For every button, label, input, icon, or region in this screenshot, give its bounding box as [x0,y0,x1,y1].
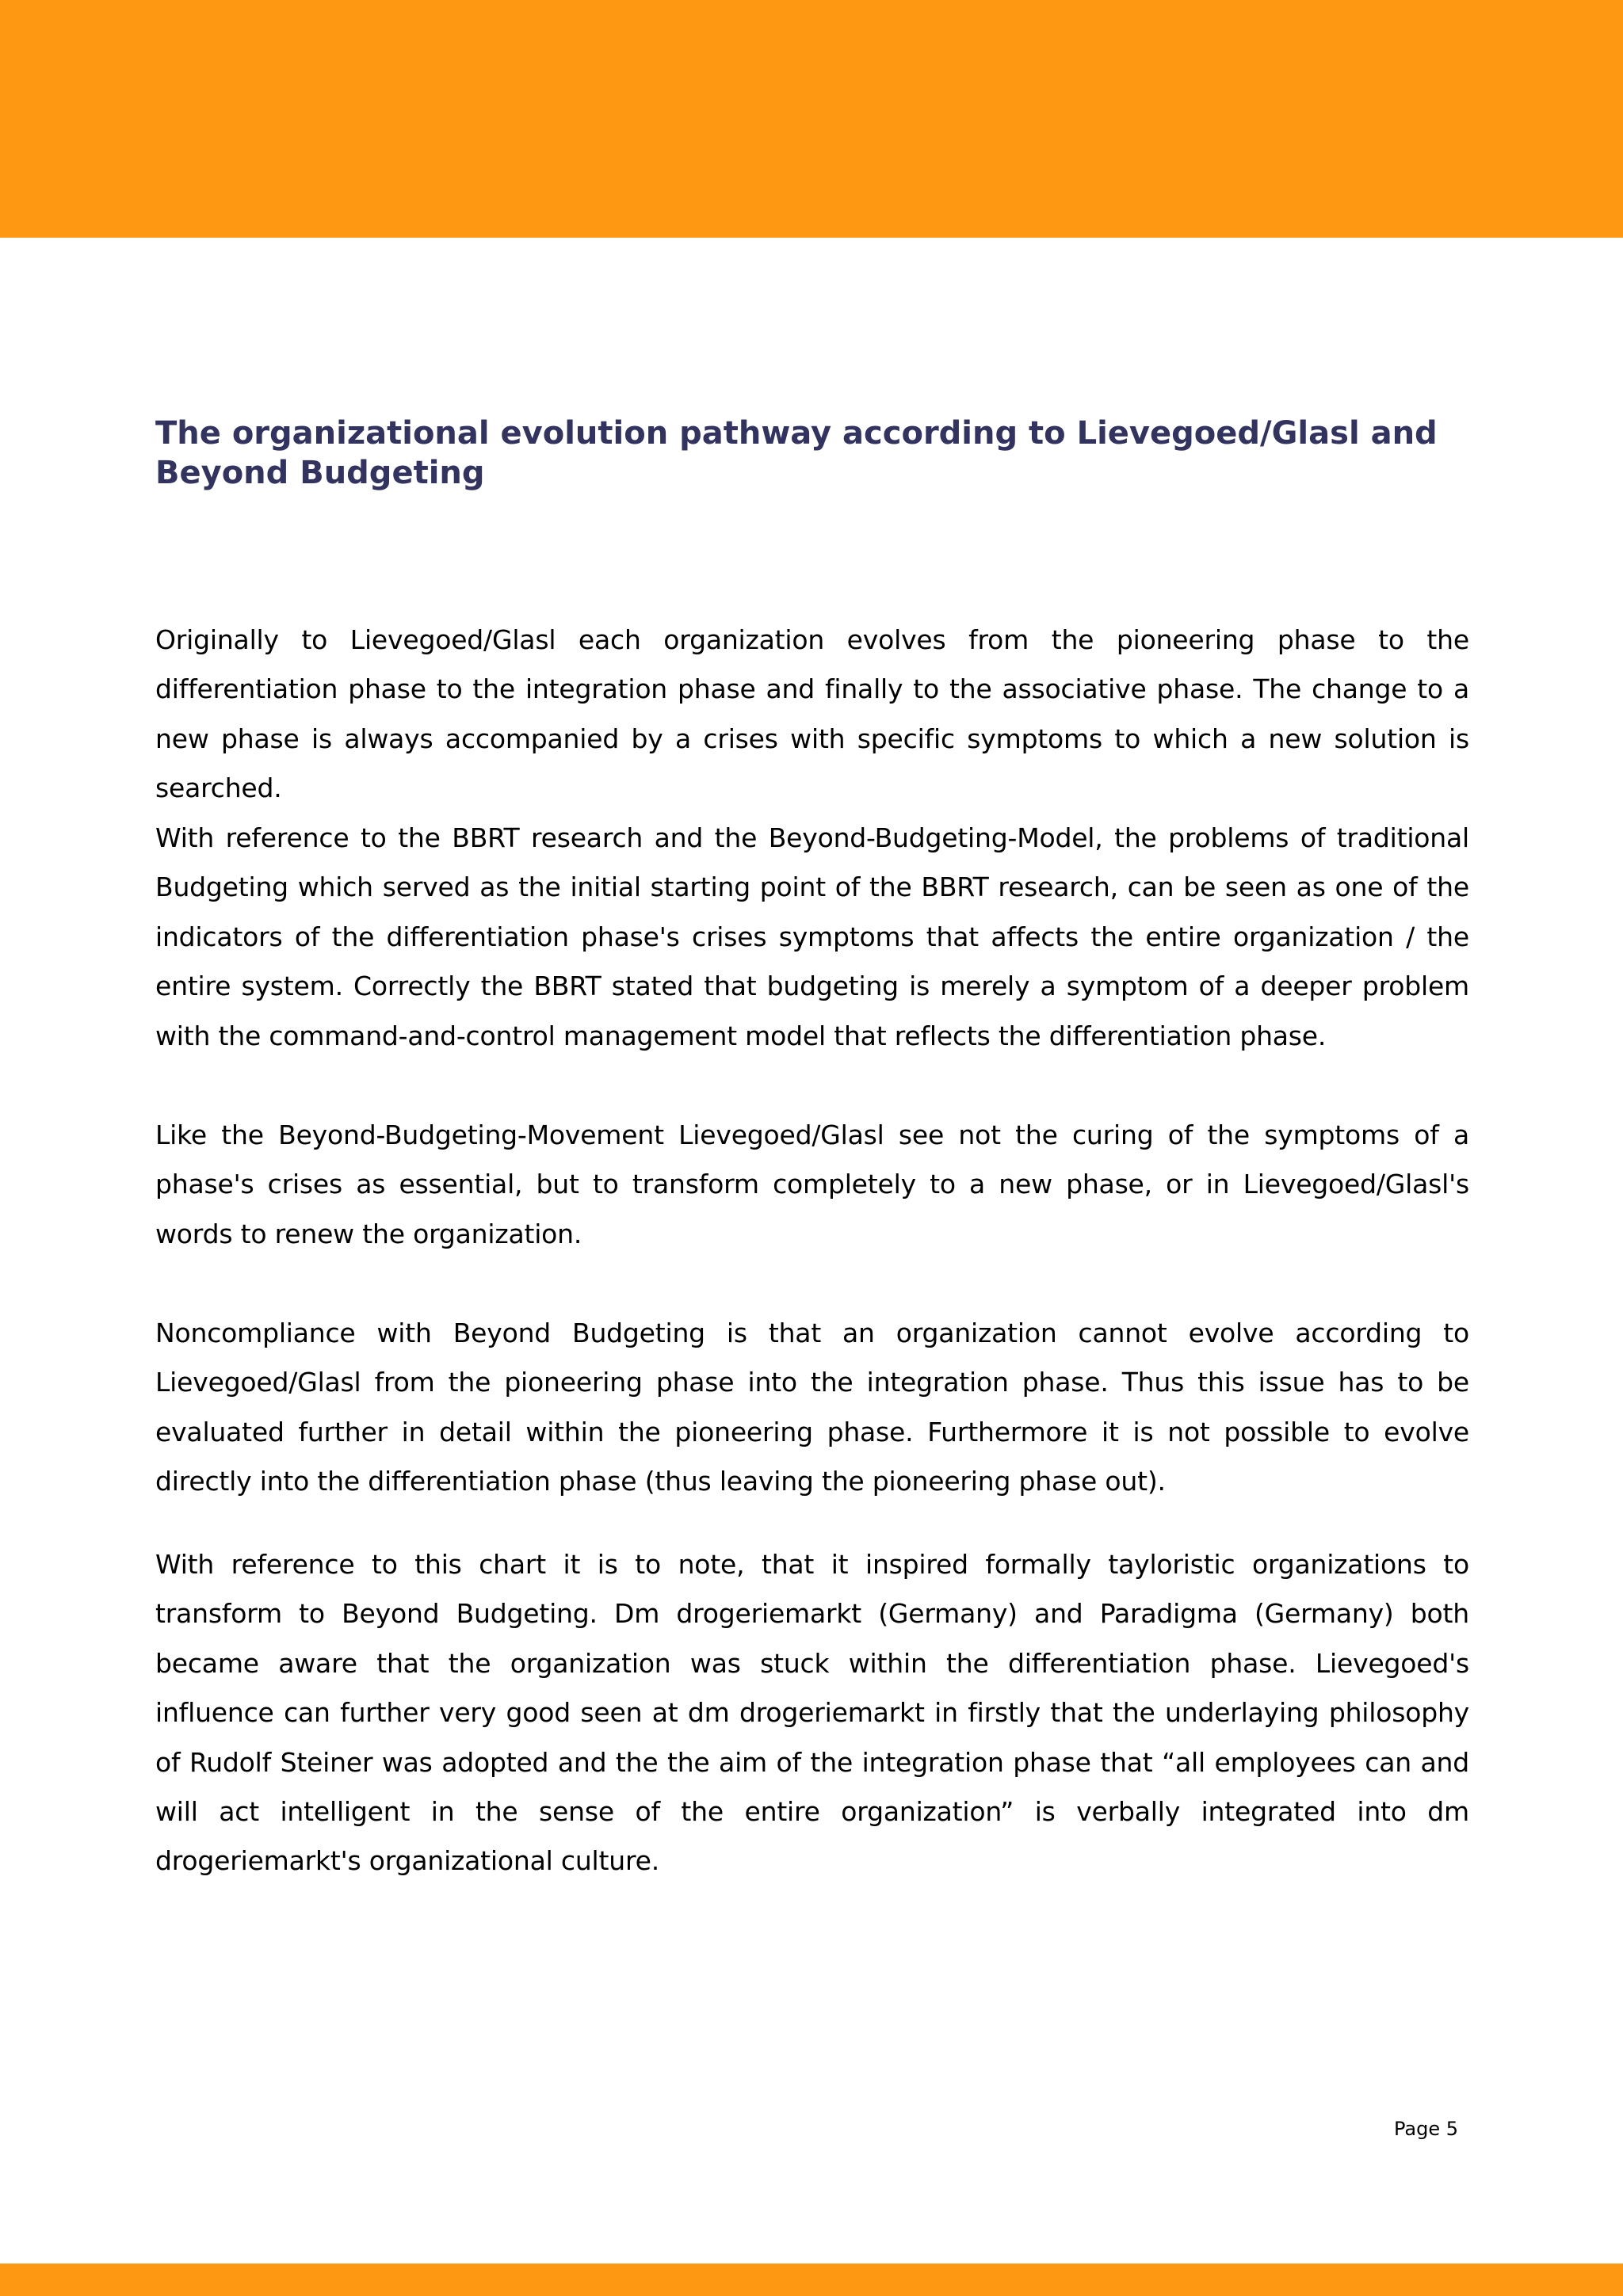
paragraph-2: With reference to the BBRT research and the Beyond-Budgeting-Model, the problems of traditional Budgeting which served as the initial starting point of the BBRT research, can be seen as one of the indicators of the differentiation phase's crises symptoms that affects the entire organization / the entire system. Correctly the BBRT stated that budgeting is merely a symptom of a deeper problem with the command-and-control management model that reflects the differentiation phase. [155,822,1469,1051]
paragraph-1: Originally to Lievegoed/Glasl each organization evolves from the pioneering phase to the differentiation phase to the integration phase and finally to the associative phase. The change to a new phase is always accompanied by a crises with specific symptoms to which a new solution is searched. [155,624,1469,804]
paragraph-3: Like the Beyond-Budgeting-Movement Lievegoed/Glasl see not the curing of the symptoms of a phase's crises as essential, but to transform completely to a new phase, or in Lievegoed/Glasl's words to renew the organization. [155,1119,1469,1249]
header-band [0,0,1623,238]
paragraph-4: Noncompliance with Beyond Budgeting is that an organization cannot evolve according to Lievegoed/Glasl from the pioneering phase into the integration phase. Thus this issue has to be evaluated further in detail within the pioneering phase. Furthermore it is not possible to evolve directly into the differentiation phase (thus leaving the pioneering phase out). [155,1318,1469,1497]
page-title: The organizational evolution pathway according to Lievegoed/Glasl and Beyond Budgeting [155,415,1438,491]
footer-band [0,2264,1623,2296]
paragraph-5: With reference to this chart it is to note, that it inspired formally tayloristic organizations to transform to Beyond Budgeting. Dm drogeriemarkt (Germany) and Paradigma (Germany) both became aware that the organization was stuck within the differentiation phase. Lievegoed's influence can further very good seen at dm drogeriemarkt in firstly that the underlaying philosophy of Rudolf Steiner was adopted and the the aim of the integration phase that “all employees can and will act intelligent in the sense of the entire organization” is verbally integrated into dm drogeriemarkt's organizational culture. [155,1549,1469,1877]
page-number: Page 5 [1394,2118,1458,2140]
